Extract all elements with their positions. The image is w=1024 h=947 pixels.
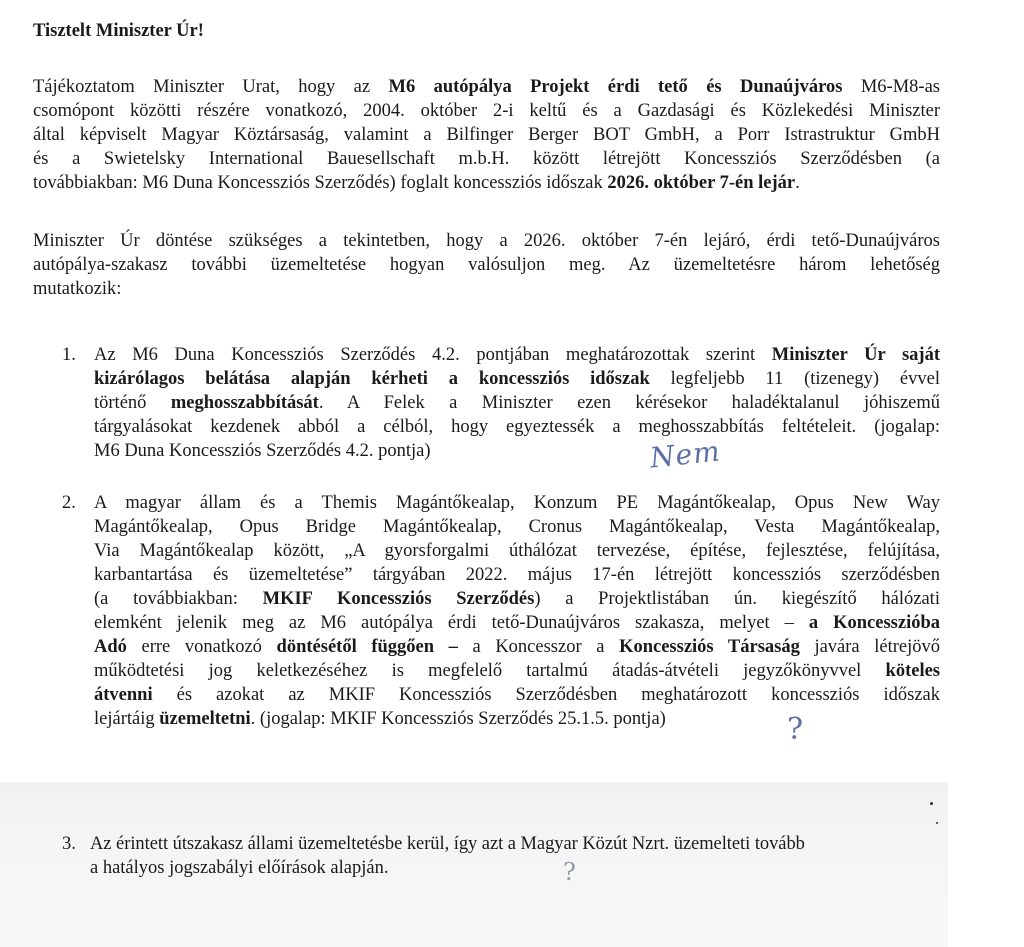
option-bold: Koncessziós Társaság [619, 637, 800, 657]
option-bold: döntésétől függően – [276, 637, 458, 657]
option-2-line-3: Via Magántőkealap között, „A gyorsforgalmi úthálózat tervezése, építése, fejlesztése, felújítása, [94, 541, 940, 561]
decision-line-3: mutatkozik: [33, 279, 122, 299]
option-text: lejártáig [94, 709, 160, 729]
intro-line-2: csomópont közötti részére vonatkozó, 2004. október 2-i keltű és a Gazdasági és Közlekedési Miniszter [33, 101, 940, 121]
option-3-line-1: Az érintett útszakasz állami üzemeltetésbe kerül, így azt a Magyar Közút Nzrt. üzemelteti tovább [90, 834, 805, 854]
intro-bold-date: 2026. október 7-én lejár [607, 173, 796, 193]
option-bold: kizárólagos belátása alapján kérheti a koncessziós időszak [94, 369, 650, 389]
intro-text: továbbiakban: M6 Duna Koncessziós Szerződés) foglalt koncessziós időszak [33, 173, 608, 193]
option-text: működtetési jog keletkezéséhez is megfelelő tartalmú átadás-átvételi jegyzőkönyvvel [94, 661, 886, 681]
option-2-line-10 [94, 708, 940, 732]
greeting: Tisztelt Miniszter Úr! [33, 21, 204, 41]
intro-bold-project: M6 autópálya Projekt érdi tető és Dunaújváros [388, 77, 843, 97]
option-text: történő [94, 393, 171, 413]
intro-text: . [795, 173, 800, 193]
option-3-line-2: a hatályos jogszabályi előírások alapján. [90, 858, 389, 878]
scan-speck [930, 802, 933, 805]
option-2-line-5 [94, 588, 940, 612]
option-text: . A Felek a Miniszter ezen kérésekor haladéktalanul jóhiszemű [318, 393, 941, 413]
option-text: és azokat az MKIF Koncessziós Szerződésben meghatározott koncessziós időszak [152, 685, 940, 705]
option-bold: köteles [885, 661, 940, 681]
option-2-line-1: A magyar állam és a Themis Magántőkealap, Konzum PE Magántőkealap, Opus New Way [94, 493, 940, 513]
decision-line-1: Miniszter Úr döntése szükséges a tekintetben, hogy a 2026. október 7-én lejáró, érdi tető-Dunaújváros [33, 231, 940, 251]
option-1-line-3 [94, 392, 940, 416]
option-bold: átvenni [94, 685, 153, 705]
option-text: elemként jelenik meg az M6 autópálya érdi tető-Dunaújváros szakasza, melyet – [94, 613, 809, 633]
handwritten-question-mark: ? [563, 858, 576, 886]
option-2-line-6 [94, 612, 940, 636]
option-bold: meghosszabbítását [170, 393, 319, 413]
intro-line-3: által képviselt Magyar Köztársaság, valamint a Bilfinger Berger BOT GmbH, a Porr Istrastruktur GmbH [33, 125, 940, 145]
option-number: 3. [62, 834, 76, 854]
option-text: a Koncesszor a [457, 637, 620, 657]
option-2-line-8 [94, 660, 940, 684]
option-1-line-1 [94, 344, 940, 368]
option-text: legfeljebb 11 (tizenegy) évvel [649, 369, 940, 389]
option-bold: MKIF Koncessziós Szerződés [262, 589, 535, 609]
option-bold: Adó [94, 637, 127, 657]
option-text: javára létrejövő [799, 637, 940, 657]
option-number: 1. [62, 345, 76, 365]
handwritten-note-no: Nem [648, 434, 723, 475]
intro-line-1 [33, 76, 940, 100]
intro-text: Tájékoztatom Miniszter Urat, hogy az [33, 77, 389, 97]
option-text: ) a Projektlistában ún. kiegészítő hálózati [534, 589, 940, 609]
option-bold: a Koncesszióba [808, 613, 941, 633]
option-text: (a továbbiakban: [94, 589, 263, 609]
option-text: . (jogalap: MKIF Koncessziós Szerződés 25.1.5. pontja) [250, 709, 666, 729]
option-number: 2. [62, 493, 76, 513]
handwritten-question-mark: ? [787, 712, 804, 747]
option-text: erre vonatkozó [126, 637, 277, 657]
option-1-line-2 [94, 368, 940, 392]
decision-line-2: autópálya-szakasz további üzemeltetése hogyan valósuljon meg. Az üzemeltetésre három lehetőség [33, 255, 940, 275]
option-1-line-4: tárgyalásokat kezdenek abból a célból, hogy egyeztessék a meghosszabbítás feltételeit. (jogalap: [94, 417, 940, 437]
option-text: Az M6 Duna Koncessziós Szerződés 4.2. pontjában meghatározottak szerint [94, 345, 772, 365]
intro-line-5 [33, 172, 940, 196]
option-2-line-2: Magántőkealap, Opus Bridge Magántőkealap, Cronus Magántőkealap, Vesta Magántőkealap, [94, 517, 940, 537]
option-bold: üzemeltetni [159, 709, 251, 729]
option-bold: Miniszter Úr saját [771, 345, 941, 365]
scan-speck [936, 822, 938, 824]
option-2-line-9 [94, 684, 940, 708]
option-2-line-7 [94, 636, 940, 660]
intro-text: M6-M8-as [842, 77, 940, 97]
intro-line-4: és a Swietelsky International Bauesellschaft m.b.H. között létrejött Koncessziós Szerződésben (a [33, 149, 940, 169]
option-2-line-4: karbantartása és üzemeltetése” tárgyában 2022. május 17-én létrejött koncessziós szerződésben [94, 565, 940, 585]
option-1-line-5: M6 Duna Koncessziós Szerződés 4.2. pontja) [94, 441, 431, 461]
